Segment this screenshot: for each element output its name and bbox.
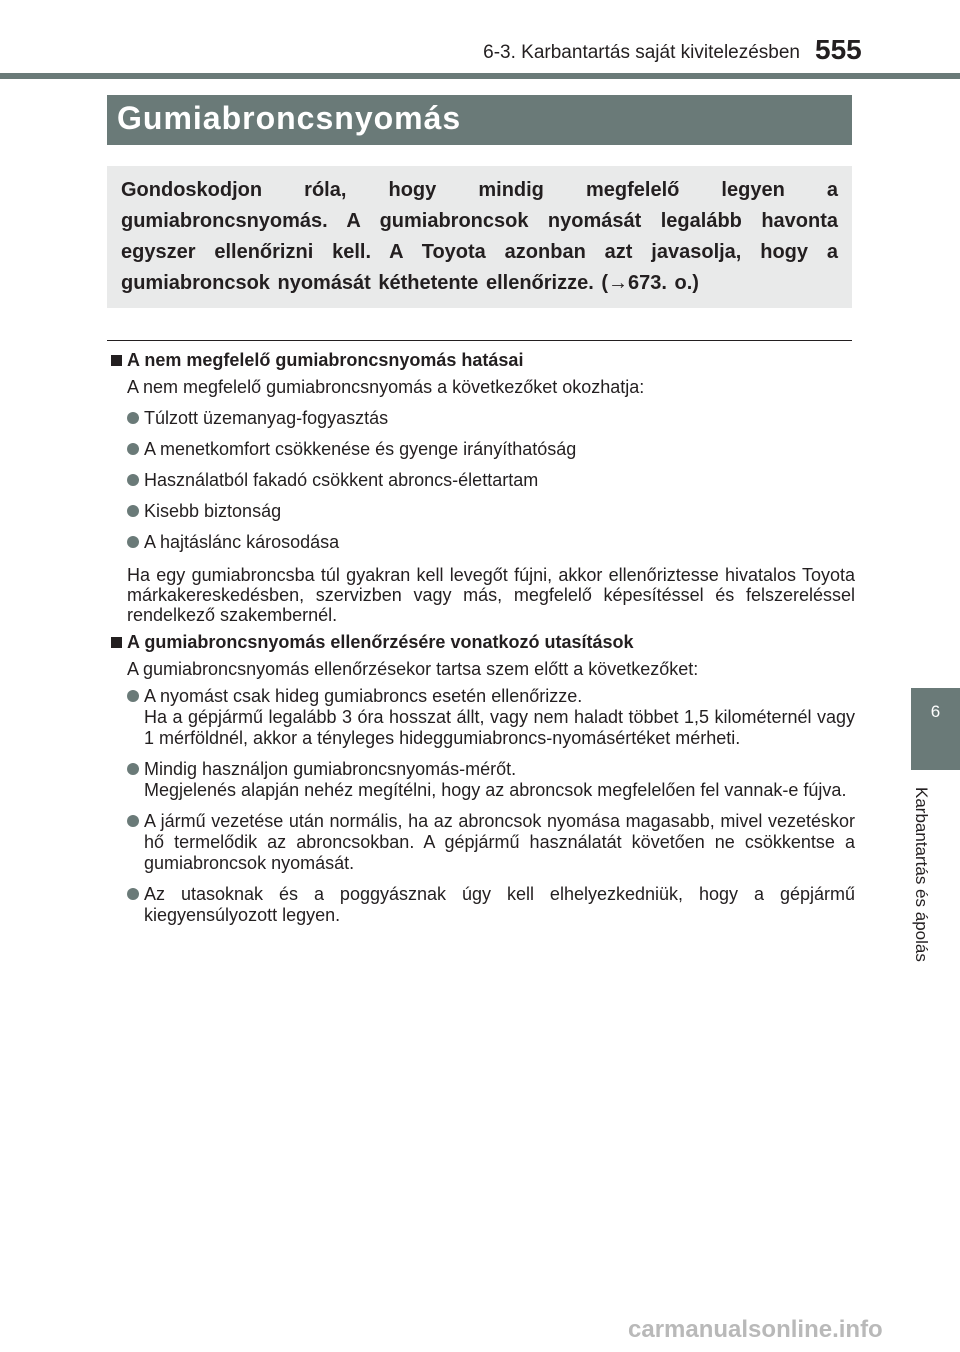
list-item-note: Ha a gépjármű legalább 3 óra hosszat állt, vagy nem haladt többet 1,5 kilométernél vagy 1 mérföldnél, akkor a tényleges hideggumiabroncs-nyomásértéket mérheti. xyxy=(144,707,855,748)
list-item xyxy=(127,686,855,749)
list-item xyxy=(127,532,855,553)
section-lead: A nem megfelelő gumiabroncsnyomás a következőket okozhatja: xyxy=(127,377,645,397)
circle-bullet-icon xyxy=(127,443,139,455)
list-item-text: A menetkomfort csökkenése és gyenge irányíthatóság xyxy=(144,439,577,459)
list-item xyxy=(127,811,855,874)
list-item-text: A jármű vezetése után normális, ha az abroncsok nyomása magasabb, mivel vezetéskor hő termelődik az abroncsokban. A gépjármű használatát követően ne csökkentse a gumiabroncsok nyomását. xyxy=(144,811,855,873)
list-item-note: Megjelenés alapján nehéz megítélni, hogy az abroncsok megfelelően fel vannak-e fújva. xyxy=(144,780,847,800)
list-item-text: Túlzott üzemanyag-fogyasztás xyxy=(144,408,389,428)
square-bullet-icon xyxy=(111,637,122,648)
square-bullet-icon xyxy=(111,355,122,366)
list-item xyxy=(127,884,855,926)
circle-bullet-icon xyxy=(127,474,139,486)
list-item-main: A nyomást csak hideg gumiabroncs esetén ellenőrizze. xyxy=(144,686,583,706)
circle-bullet-icon xyxy=(127,815,139,827)
list-item xyxy=(127,439,855,460)
section-note: Ha egy gumiabroncsba túl gyakran kell levegőt fújni, akkor ellenőriztesse hivatalos Toyota márkakereskedésben, szervizben vagy más, megfelelő képesítéssel és felszereléssel rendelkező szakembernél. xyxy=(127,565,855,625)
watermark: carmanualsonline.info xyxy=(628,1316,883,1343)
chapter-label: Karbantartás és ápolás xyxy=(912,787,931,962)
circle-bullet-icon xyxy=(127,690,139,702)
page-number: 555 xyxy=(815,34,862,65)
list-item xyxy=(127,470,855,491)
intro-text: Gondoskodjon róla, hogy mindig megfelelő legyen a gumiabroncsnyomás. A gumiabroncsok nyomását legalább havonta egyszer ellenőrizni kell. A Toyota azonban azt javasolja, hogy a gumiabroncsok nyomását kéthetente ellenőrizze. (→673. o.) xyxy=(121,179,838,294)
section-lead: A gumiabroncsnyomás ellenőrzésekor tartsa szem előtt a következőket: xyxy=(127,659,699,679)
section-heading xyxy=(110,349,855,371)
section-divider xyxy=(107,340,852,341)
circle-bullet-icon xyxy=(127,505,139,517)
section-heading xyxy=(110,631,855,653)
list-item xyxy=(127,501,855,522)
intro-box xyxy=(107,166,852,308)
chapter-tab[interactable] xyxy=(911,688,960,770)
title-banner xyxy=(107,95,852,145)
list-item-text: A hajtáslánc károsodása xyxy=(144,532,340,552)
section-heading-text: A nem megfelelő gumiabroncsnyomás hatásai xyxy=(127,350,524,370)
list-item xyxy=(127,759,855,801)
list-item-text: Kisebb biztonság xyxy=(144,501,282,521)
list-item-text: Használatból fakadó csökkent abroncs-élettartam xyxy=(144,470,539,490)
circle-bullet-icon xyxy=(127,888,139,900)
header-rule xyxy=(0,73,960,79)
chapter-number: 6 xyxy=(930,702,941,721)
circle-bullet-icon xyxy=(127,763,139,775)
list-item xyxy=(127,408,855,429)
page-title: Gumiabroncsnyomás xyxy=(117,100,462,136)
circle-bullet-icon xyxy=(127,536,139,548)
main-content xyxy=(110,348,855,926)
list-item-text xyxy=(144,759,855,801)
section-title: 6-3. Karbantartás saját kivitelezésben xyxy=(483,42,800,63)
section-heading-text: A gumiabroncsnyomás ellenőrzésére vonatkozó utasítások xyxy=(127,632,634,652)
list-item-text: Az utasoknak és a poggyásznak úgy kell elhelyezkedniük, hogy a gépjármű kiegyensúlyozott legyen. xyxy=(144,884,855,925)
list-item-main: Mindig használjon gumiabroncsnyomás-mérőt. xyxy=(144,759,517,779)
circle-bullet-icon xyxy=(127,412,139,424)
list-item-text xyxy=(144,686,855,749)
